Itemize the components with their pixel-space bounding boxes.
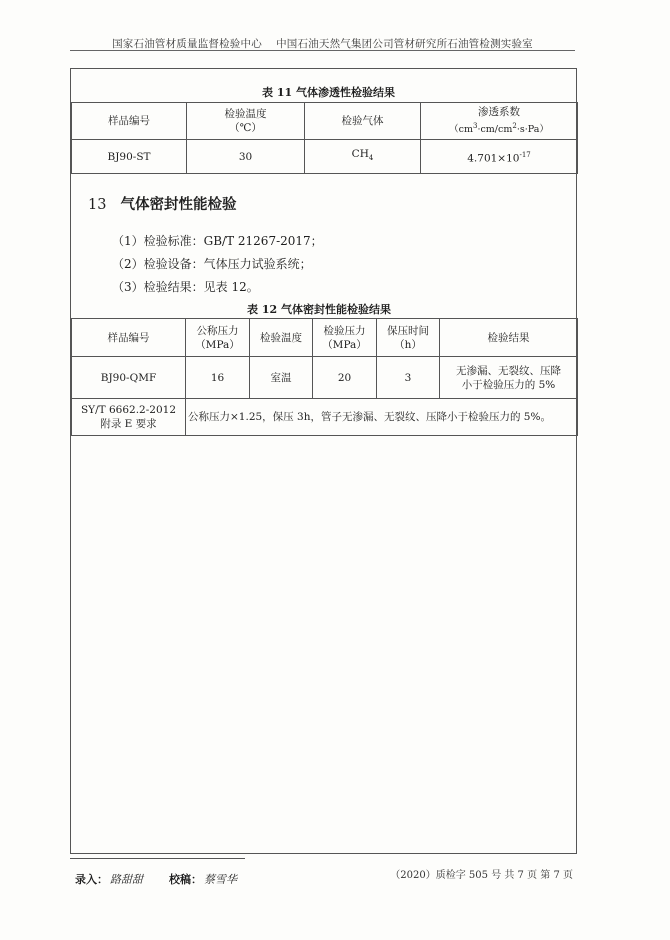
np-line2: （MPa） — [195, 338, 240, 351]
coef-unit-a: （cm — [449, 124, 473, 136]
table12-cell-nominal-pressure: 16 — [186, 357, 250, 399]
table12-header-nominal-pressure — [186, 319, 250, 357]
footer-signatures — [75, 871, 263, 887]
header-org-right: 中国石油天然气集团公司管材研究所石油管检测实验室 — [276, 38, 533, 50]
table12-row — [72, 357, 578, 399]
table11-header-row — [72, 103, 578, 140]
section-title: 气体密封性能检验 — [120, 196, 237, 213]
table11 — [71, 102, 578, 174]
table11-row — [72, 140, 578, 174]
check-name: 蔡雪华 — [204, 873, 237, 886]
table11-header-temp-line2: （℃） — [229, 122, 262, 134]
section13-item-3: （3）检验结果：见表 12。 — [112, 280, 259, 294]
section13-item-2: （2）检验设备：气体压力试验系统； — [112, 257, 312, 271]
tp-line2: （MPa） — [322, 338, 367, 351]
table12-cell-test-pressure: 20 — [313, 357, 377, 399]
header-org-left: 国家石油管材质量监督检验中心 — [112, 38, 262, 50]
np-line1: 公称压力 — [196, 324, 239, 337]
table12-header-temp: 检验温度 — [250, 319, 313, 357]
page-header — [70, 36, 575, 51]
table12-spec-text: 公称压力×1.25，保压 3h，管子无渗漏、无裂纹、压降小于检验压力的 5%。 — [186, 399, 578, 436]
coef-exponent: -17 — [519, 150, 531, 159]
gas-formula-sub: 4 — [368, 154, 374, 163]
result-line1: 无渗漏、无裂纹、压降 — [456, 364, 561, 377]
table11-cell-temp: 30 — [187, 140, 305, 174]
table12-cell-temp: 室温 — [250, 357, 313, 399]
table12-header-hold-time — [377, 319, 440, 357]
coef-unit-sup2: 2 — [512, 121, 517, 130]
table11-header-coef — [421, 103, 578, 140]
table12-caption: 表 12 气体密封性能检验结果 — [247, 303, 391, 316]
table12-header-sample: 样品编号 — [72, 319, 186, 357]
table11-header-temp-line1: 检验温度 — [224, 108, 267, 120]
section-13-heading — [88, 193, 236, 214]
table11-cell-sample: BJ90-ST — [72, 140, 187, 174]
table12-cell-result — [440, 357, 578, 399]
coef-unit-b: ·cm/cm — [477, 124, 513, 136]
table11-header-temp — [187, 103, 305, 140]
section13-item-1: （1）检验标准：GB/T 21267-2017； — [112, 234, 323, 248]
hold-line1: 保压时间 — [387, 324, 429, 337]
entry-name: 路甜甜 — [110, 873, 143, 886]
section-number: 13 — [88, 197, 107, 213]
table11-cell-coef — [421, 140, 578, 174]
table12-spec-standard — [72, 399, 186, 436]
content-frame — [70, 68, 577, 854]
coef-unit-c: ·s·Pa） — [516, 124, 549, 136]
coef-unit-sup1: 3 — [472, 121, 478, 130]
table12-header-result: 检验结果 — [440, 319, 578, 357]
table11-header-coef-line2 — [424, 119, 574, 137]
table11-cell-gas — [305, 140, 421, 174]
coef-value: 4.701×10 — [467, 152, 520, 165]
table11-header-sample: 样品编号 — [72, 103, 187, 140]
tp-line1: 检验压力 — [323, 324, 366, 337]
table12 — [71, 318, 578, 436]
header-rule — [70, 50, 575, 51]
hold-line2: （h） — [394, 338, 422, 351]
footer-rule — [70, 858, 245, 859]
table11-caption: 表 11 气体渗透性检验结果 — [262, 86, 395, 99]
table11-header-coef-line1: 渗透系数 — [478, 105, 520, 118]
entry-label: 录入： — [75, 873, 108, 886]
result-line2: 小于检验压力的 5% — [461, 378, 556, 391]
check-label: 校稿： — [169, 873, 202, 886]
table11-header-gas: 检验气体 — [305, 103, 421, 140]
spec-std-line2: 附录 E 要求 — [100, 418, 157, 430]
gas-formula: CH — [351, 148, 369, 161]
footer-reference: （2020）质检字 505 号 共 7 页 第 7 页 — [390, 870, 573, 881]
spec-std-line1: SY/T 6662.2-2012 — [80, 404, 176, 416]
table12-cell-sample: BJ90-QMF — [72, 357, 186, 399]
table12-header-test-pressure — [313, 319, 377, 357]
table12-header-row — [72, 319, 578, 357]
table12-cell-hold-time: 3 — [377, 357, 440, 399]
table12-spec-row — [72, 399, 578, 436]
